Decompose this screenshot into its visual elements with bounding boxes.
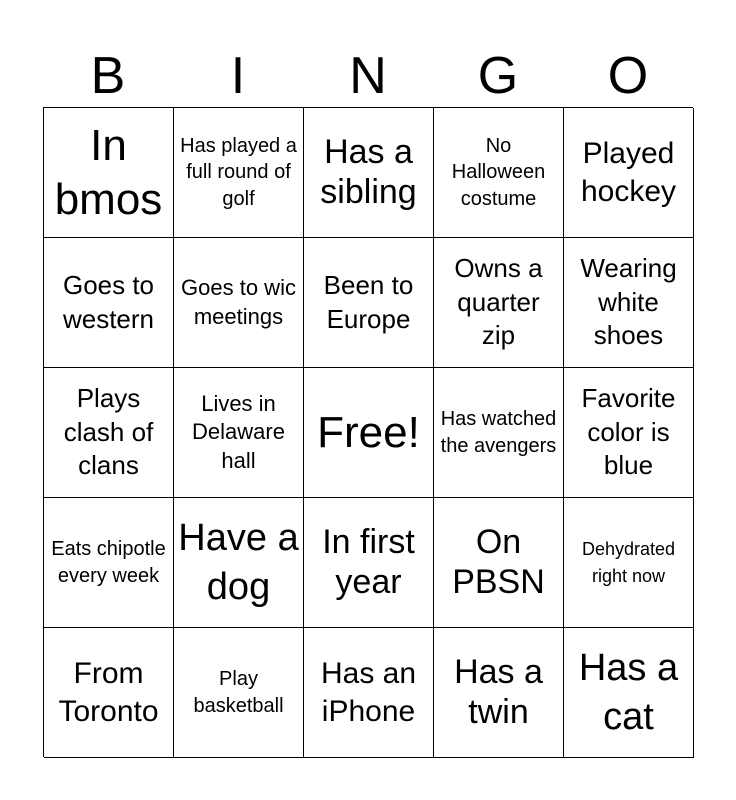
header-letter-i: I — [230, 47, 246, 105]
bingo-cell[interactable]: Has watched the avengers — [434, 368, 564, 498]
header-letter-o: O — [607, 47, 649, 105]
bingo-cell[interactable]: Has a cat — [564, 628, 694, 758]
bingo-cell[interactable]: Eats chipotle every week — [44, 498, 174, 628]
bingo-cell[interactable]: Been to Europe — [304, 238, 434, 368]
bingo-board — [43, 107, 693, 757]
bingo-cell[interactable]: From Toronto — [44, 628, 174, 758]
bingo-cell[interactable]: No Halloween costume — [434, 108, 564, 238]
bingo-cell[interactable]: Played hockey — [564, 108, 694, 238]
bingo-cell[interactable]: Lives in Delaware hall — [174, 368, 304, 498]
bingo-cell[interactable]: Has a twin — [434, 628, 564, 758]
bingo-cell[interactable]: Plays clash of clans — [44, 368, 174, 498]
header-letter-g: G — [477, 47, 519, 105]
bingo-cell[interactable]: In bmos — [44, 108, 174, 238]
header-letter-b: B — [90, 47, 126, 105]
bingo-cell[interactable]: Goes to wic meetings — [174, 238, 304, 368]
bingo-cell[interactable]: Wearing white shoes — [564, 238, 694, 368]
free-space-cell[interactable]: Free! — [304, 368, 434, 498]
bingo-cell[interactable]: Favorite color is blue — [564, 368, 694, 498]
bingo-cell[interactable]: Goes to western — [44, 238, 174, 368]
bingo-cell[interactable]: Has played a full round of golf — [174, 108, 304, 238]
header-letter-n: N — [349, 47, 387, 105]
bingo-cell[interactable]: In first year — [304, 498, 434, 628]
bingo-cell[interactable]: On PBSN — [434, 498, 564, 628]
bingo-cell[interactable]: Have a dog — [174, 498, 304, 628]
bingo-cell[interactable]: Dehydrated right now — [564, 498, 694, 628]
bingo-cell[interactable]: Has an iPhone — [304, 628, 434, 758]
bingo-cell[interactable]: Owns a quarter zip — [434, 238, 564, 368]
bingo-cell[interactable]: Play basketball — [174, 628, 304, 758]
bingo-cell[interactable]: Has a sibling — [304, 108, 434, 238]
bingo-header — [43, 44, 693, 108]
